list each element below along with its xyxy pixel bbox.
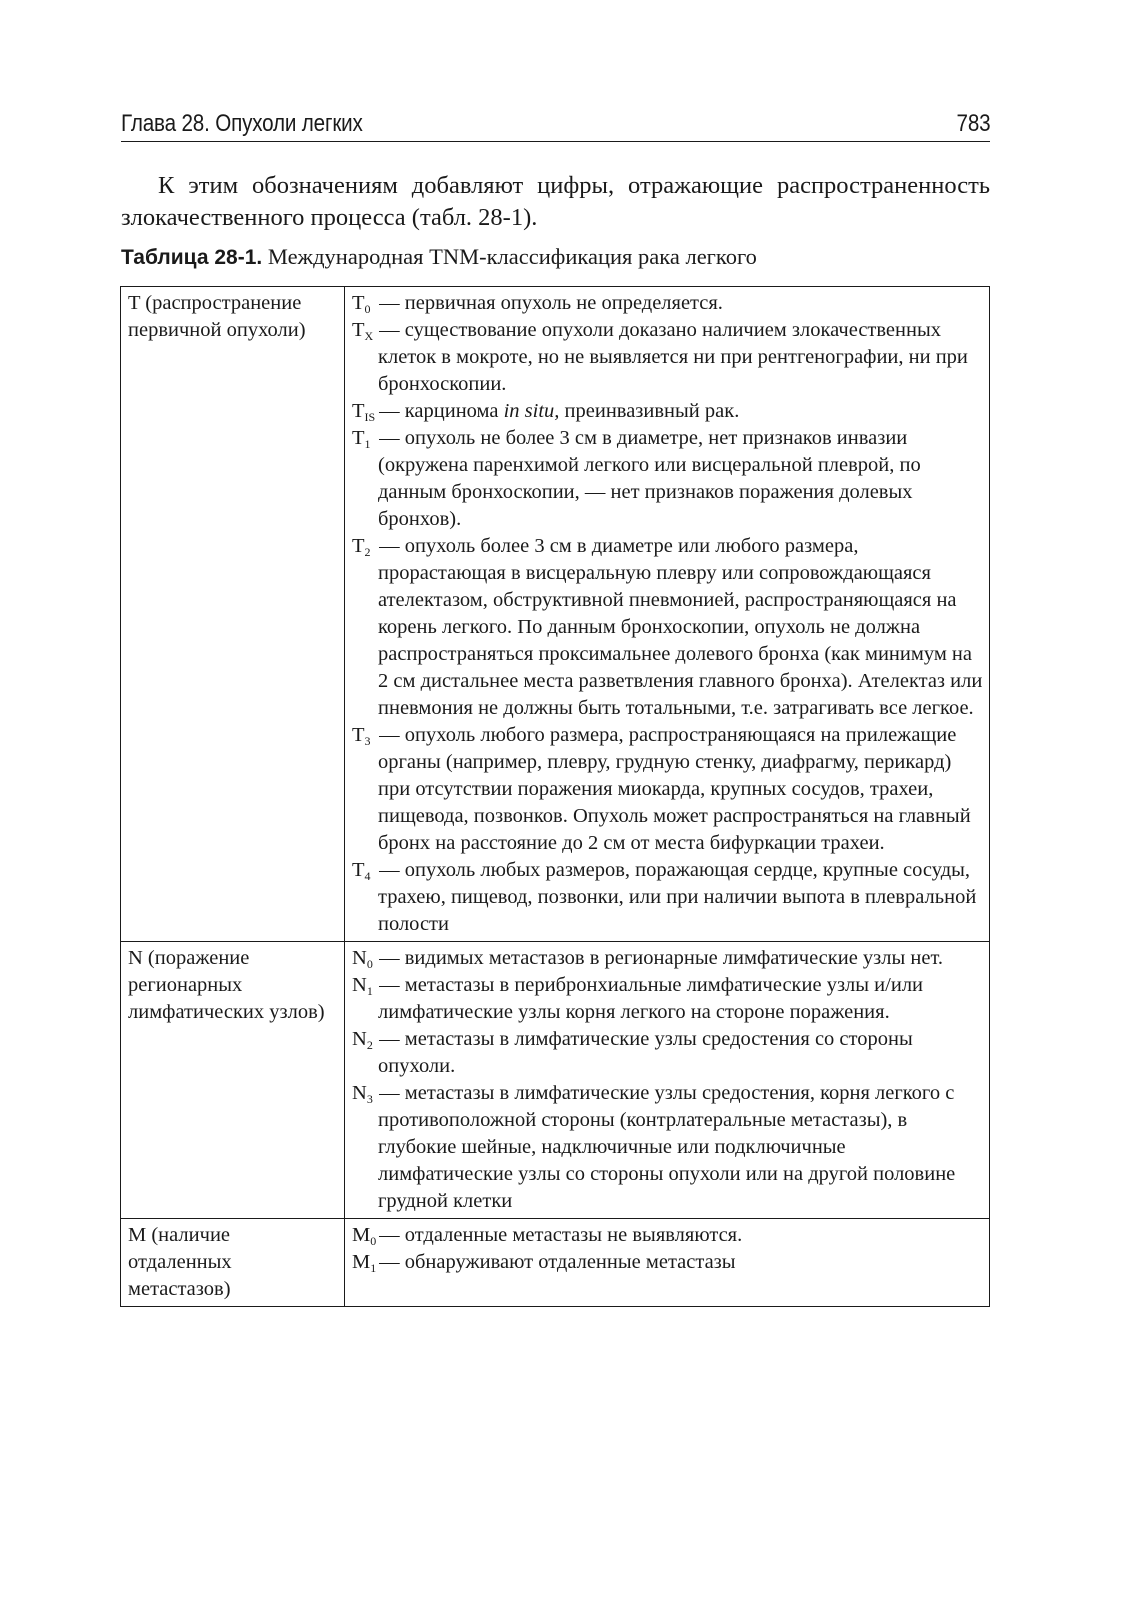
entry-text-tx: — существование опухоли доказано наличием злокачественных клеток в мокроте, но не выявляется ни при рентгенографии, ни при бронхоскопии.: [378, 319, 968, 395]
symbol-m0: $M_0$: [352, 1224, 377, 1248]
entry-text-tis-after: преинвазивный рак.: [564, 400, 740, 422]
tnm-table: [120, 286, 990, 1307]
symbol-t1: $T_1$: [352, 427, 371, 451]
entry-tx: [352, 317, 983, 398]
entry-t4: [352, 857, 983, 938]
table-caption-label: Таблица 28-1.: [121, 246, 263, 269]
entry-text-n1: — метастазы в перибронхиальные лимфатические узлы и/или лимфатические узлы корня легкого на стороне поражения.: [378, 974, 924, 1023]
symbol-tis: $T_{IS}$: [352, 400, 376, 424]
definition-cell-t: [345, 287, 990, 942]
category-cell-m: M (наличие отдаленных метастазов): [121, 1219, 345, 1307]
running-header: [121, 110, 990, 142]
entry-n3: [352, 1080, 983, 1215]
entry-text-tis-before: — карцинома: [379, 400, 499, 422]
symbol-n1: $N_1$: [352, 974, 373, 998]
entry-tis: [352, 398, 983, 425]
entry-text-t4: — опухоль любых размеров, поражающая сердце, крупные сосуды, трахею, пищевод, позвонки, или при наличии выпота в плевральной полости: [378, 859, 977, 935]
entry-n0: [352, 945, 983, 972]
category-cell-t: T (распространение первичной опухоли): [121, 287, 345, 942]
definition-cell-n: [345, 942, 990, 1219]
entry-m0: [352, 1222, 983, 1249]
entry-text-t0: — первичная опухоль не определяется.: [379, 292, 723, 314]
entry-text-m1: — обнаруживают отдаленные метастазы: [379, 1251, 736, 1273]
symbol-n2: $N_2$: [352, 1028, 373, 1052]
entry-m1: [352, 1249, 983, 1276]
page-number: 783: [956, 110, 990, 137]
entry-t3: [352, 722, 983, 857]
symbol-n3: $N_3$: [352, 1082, 373, 1106]
symbol-tx: $T_X$: [352, 319, 374, 343]
entry-n1: [352, 972, 983, 1026]
entry-text-tis-italic: in situ,: [503, 400, 560, 422]
symbol-t0: $T_0$: [352, 292, 371, 316]
entry-text-t2: — опухоль более 3 см в диаметре или любого размера, прорастающая в висцеральную плевру или сопровождающаяся ателектазом, обструктивной пневмонией, распространяющаяся на корень легкого. По данным бронхоскопии, опухоль не должна распространяться проксимальнее долевого бронха (как минимум на 2 см дистальнее места разветвления главного бронха). Ателектаз или пневмония не должны быть тотальными, т.е. затрагивать все легкое.: [378, 535, 983, 719]
category-cell-n: N (поражение регионарных лимфатических узлов): [121, 942, 345, 1219]
definition-cell-m: [345, 1219, 990, 1307]
entry-text-n0: — видимых метастазов в регионарные лимфатические узлы нет.: [379, 947, 944, 969]
symbol-m1: $M_1$: [352, 1251, 377, 1275]
table-row-n: [121, 942, 990, 1219]
symbol-n0: $N_0$: [352, 947, 373, 971]
entry-text-m0: — отдаленные метастазы не выявляются.: [379, 1224, 743, 1246]
table-caption-title: Международная TNM-классификация рака легкого: [267, 244, 757, 269]
entry-n2: [352, 1026, 983, 1080]
entry-text-t3: — опухоль любого размера, распространяющаяся на прилежащие органы (например, плевру, грудную стенку, диафрагму, перикард) при отсутствии поражения миокарда, крупных сосудов, трахеи, пищевода, позвонков. Опухоль может распространяться на главный бронх на расстояние до 2 см от места бифуркации трахеи.: [378, 724, 971, 854]
table-caption: [121, 244, 990, 270]
table-row-t: [121, 287, 990, 942]
entry-text-n3: — метастазы в лимфатические узлы средостения, корня легкого с противоположной стороны (контрлатеральные метастазы), в глубокие шейные, надключичные или подключичные лимфатические узлы со стороны опухоли или на другой половине грудной клетки: [378, 1082, 956, 1212]
symbol-t3: $T_3$: [352, 724, 371, 748]
chapter-title: Глава 28. Опухоли легких: [121, 110, 363, 137]
entry-text-t1: — опухоль не более 3 см в диаметре, нет признаков инвазии (окружена паренхимой легкого или висцеральной плеврой, по данным бронхоскопии, — нет признаков поражения долевых бронхов).: [378, 427, 921, 530]
table-row-m: [121, 1219, 990, 1307]
entry-t2: [352, 533, 983, 722]
entry-text-n2: — метастазы в лимфатические узлы средостения со стороны опухоли.: [378, 1028, 913, 1077]
symbol-t4: $T_4$: [352, 859, 371, 883]
entry-t0: [352, 290, 983, 317]
symbol-t2: $T_2$: [352, 535, 371, 559]
intro-paragraph: К этим обозначениям добавляют цифры, отражающие распространенность злокачественного процесса (табл. 28-1).: [121, 172, 990, 231]
entry-t1: [352, 425, 983, 533]
